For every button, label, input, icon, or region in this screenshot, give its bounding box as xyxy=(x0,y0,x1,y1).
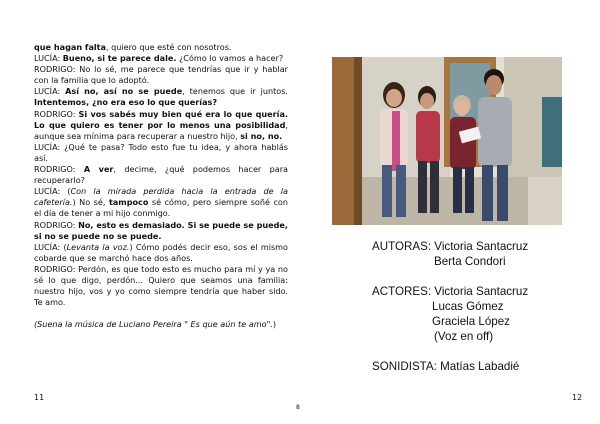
script-text-run: LUCÍA: xyxy=(34,53,63,64)
script-text-run: que hagan falta xyxy=(34,42,107,52)
script-text-run: ) xyxy=(272,319,277,330)
script-paragraph xyxy=(34,142,288,164)
script-text-run: LUCÍA: xyxy=(34,86,66,97)
script-text-run: Así no, así no se puede xyxy=(65,86,183,97)
script-text-run: , aunque sea mínima para recuperar a nuestro hijo, xyxy=(34,119,288,141)
actors-row-1 xyxy=(372,284,528,299)
script-paragraph xyxy=(34,220,288,242)
script-paragraph xyxy=(34,86,288,108)
script-text-run: Levanta la voz. xyxy=(66,241,130,252)
script-paragraph xyxy=(34,186,288,219)
spread-number: 8 xyxy=(296,404,300,411)
actor-name: Graciela López xyxy=(432,315,510,328)
script-paragraph xyxy=(34,264,288,308)
script-text-run: sé cómo, pero siempre soñé con el día de tener a mi hijo conmigo. xyxy=(34,197,289,219)
actors-label: ACTORES: xyxy=(372,285,432,298)
script-text-run: RODRIGO: xyxy=(34,164,84,175)
authors-row-1 xyxy=(372,239,528,254)
actors-row-3 xyxy=(372,314,528,329)
actor-name: Lucas Gómez xyxy=(432,300,504,313)
script-text-run: si no, no. xyxy=(240,130,283,141)
script-text-run: tampoco xyxy=(108,197,149,208)
script-text-run: LUCÍA: ( xyxy=(34,186,71,197)
rehearsal-photo xyxy=(332,57,562,225)
actors-row-4 xyxy=(372,329,528,344)
script-text-run: Suena la música de Luciano Pereira " Es que aún te amo". xyxy=(37,319,273,330)
script-text-run: Con la mirada perdida hacia la entrada de la cafetería. xyxy=(34,186,289,208)
page-number-left: 11 xyxy=(34,393,45,402)
author-name: Berta Condori xyxy=(434,255,506,268)
page-number-right: 12 xyxy=(572,393,583,402)
script-text-run: LUCÍA: ¿Qué te pasa? Todo esto fue tu idea, y ahora hablás así. xyxy=(34,141,288,163)
sound-name: Matías Labadié xyxy=(440,360,520,373)
script-paragraph xyxy=(34,109,288,142)
script-paragraph xyxy=(34,42,288,53)
script-text-run: , tenemos que ir juntos. xyxy=(182,86,288,97)
actors-row-2 xyxy=(372,299,528,314)
actor-note: (Voz en off) xyxy=(434,330,494,343)
actor-name: Victoria Santacruz xyxy=(434,285,529,298)
script-paragraph xyxy=(34,164,288,186)
script-text-run: , quiero que esté con nosotros. xyxy=(106,42,232,52)
script-paragraph xyxy=(34,319,288,330)
script-text-run: No, esto es demasiado. Si se puede se puede, si no se puede no se puede. xyxy=(34,219,288,241)
script-text-run: RODRIGO: Perdón, es que todo esto es mucho para mí y ya no sé lo que digo, perdón... Quiero que seamos una familia: nuestro hijo, vos y yo como siempre tendría que haber sido. Te amo. xyxy=(34,263,288,308)
script-text-run: Intentemos, ¿no era eso lo que querías? xyxy=(34,97,218,108)
script-text-run: Bueno, si te parece dale. xyxy=(62,53,177,64)
script-paragraph xyxy=(34,53,288,64)
script-text-run: ) No sé, xyxy=(72,197,109,208)
script-paragraph xyxy=(34,64,288,86)
credits-block xyxy=(372,239,528,374)
script-text-run: A ver xyxy=(83,164,114,175)
script-text-run: RODRIGO: xyxy=(34,219,79,230)
script-text-run: , decime, ¿qué podemos hacer para recuperarlo? xyxy=(34,164,288,186)
script-text-run: ( xyxy=(34,319,38,330)
script-text-run: LUCÍA: ( xyxy=(34,241,67,252)
script-text-column xyxy=(34,42,288,330)
authors-label: AUTORAS: xyxy=(372,240,432,253)
author-name: Victoria Santacruz xyxy=(434,240,529,253)
sound-label: SONIDISTA: xyxy=(372,360,437,373)
script-text-run: ) Cómo podés decir eso, sos el mismo cobarde que se marchó hace dos años. xyxy=(34,241,288,263)
sound-row xyxy=(372,359,528,374)
script-paragraph xyxy=(34,242,288,264)
script-text-run: ¿Cómo lo vamos a hacer? xyxy=(176,53,284,64)
script-text-run: RODRIGO: No lo sé, me parece que tendrías que ir y hablar con la familia que lo adoptó. xyxy=(34,64,288,86)
script-text-run: RODRIGO: xyxy=(34,108,79,119)
rehearsal-photo-illustration xyxy=(332,57,562,225)
authors-row-2 xyxy=(372,254,528,269)
script-text-run: Si vos sabés muy bien qué era lo que quería. Lo que quiero es tener por lo menos una posibilidad xyxy=(34,108,288,130)
